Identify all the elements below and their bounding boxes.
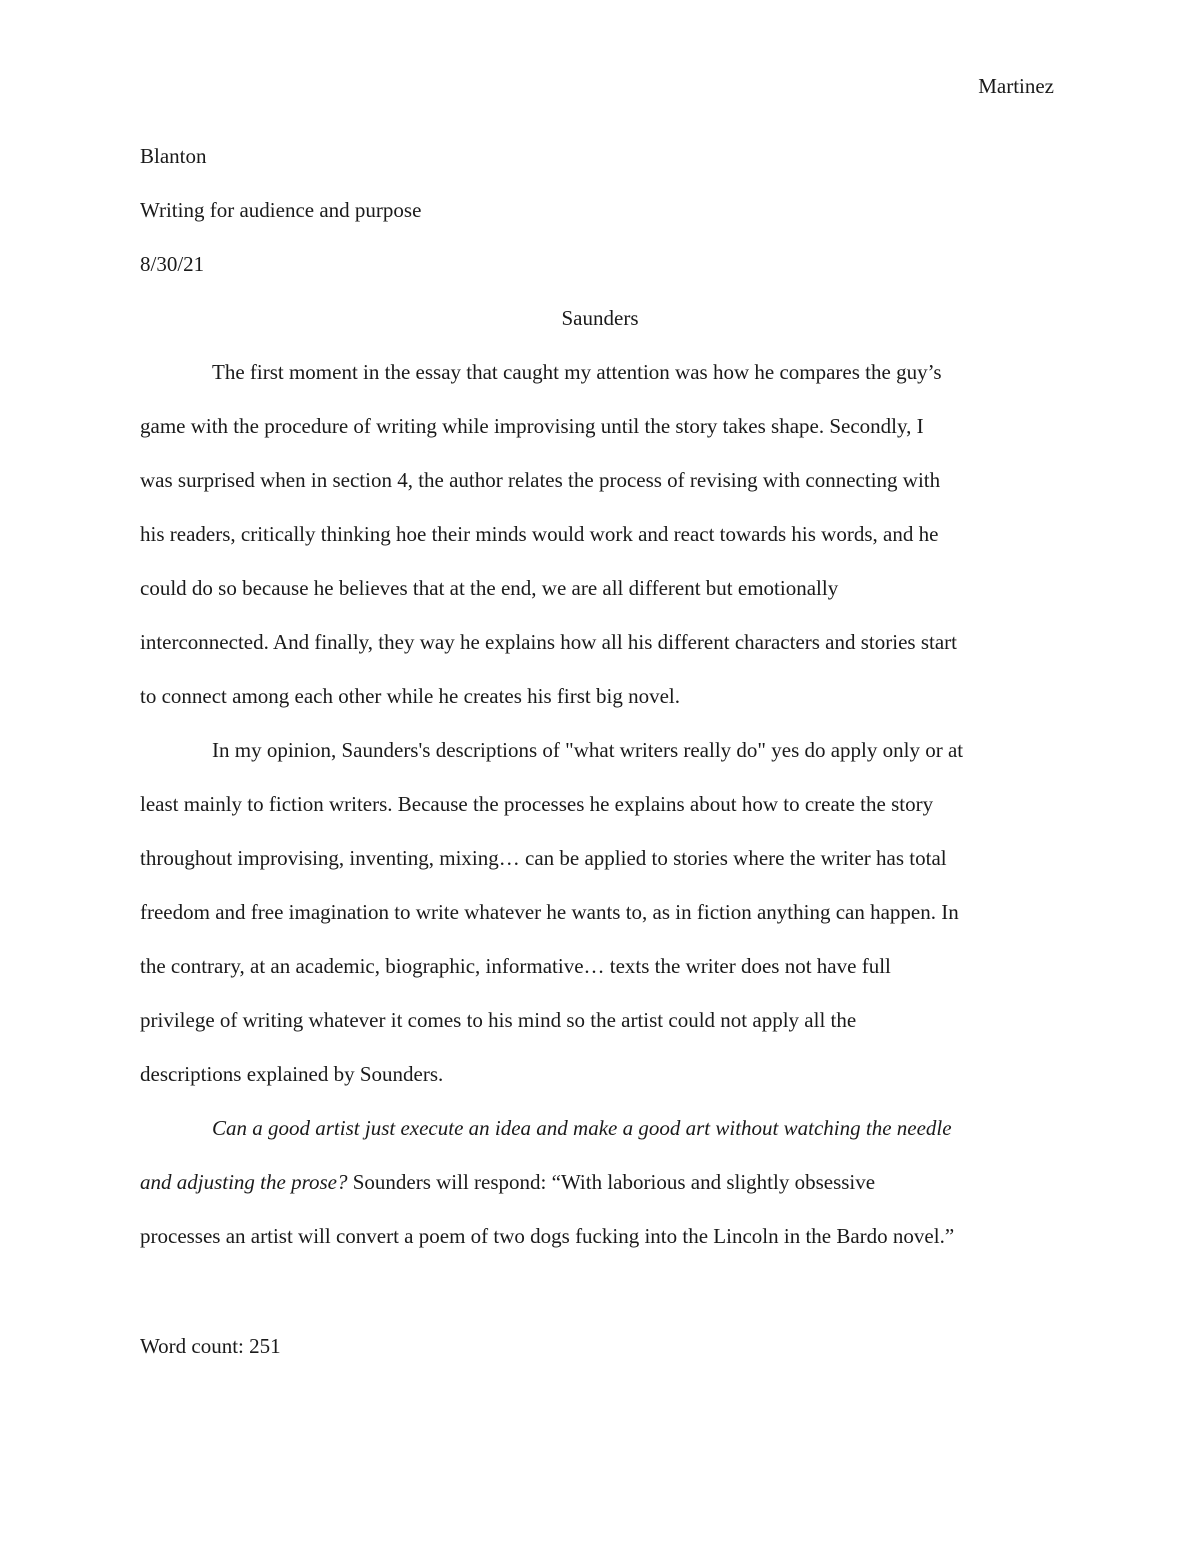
paragraph-line: freedom and free imagination to write whatever he wants to, as in fiction anything can happen. In: [140, 900, 959, 924]
paragraph-2: [140, 723, 1060, 1101]
paragraph-line: his readers, critically thinking hoe their minds would work and react towards his words, and he: [140, 522, 939, 546]
paragraph-line: In my opinion, Saunders's descriptions of "what writers really do" yes do apply only or at: [212, 738, 964, 762]
essay-date: 8/30/21: [140, 252, 205, 276]
paragraph-line: interconnected. And finally, they way he explains how all his different characters and stories start: [140, 630, 957, 654]
course-name: Writing for audience and purpose: [140, 198, 422, 222]
italic-question-part-2: and adjusting the prose?: [140, 1170, 348, 1194]
paragraph-line: could do so because he believes that at the end, we are all different but emotionally: [140, 576, 839, 600]
instructor-name: Blanton: [140, 144, 207, 168]
paragraph-line: [140, 1101, 1060, 1155]
paragraph-line: processes an artist will convert a poem of two dogs fucking into the Lincoln in the Bardo novel.”: [140, 1224, 955, 1248]
word-count: Word count: 251: [140, 1334, 281, 1358]
paragraph-line: was surprised when in section 4, the author relates the process of revising with connecting with: [140, 468, 941, 492]
paragraph-line: the contrary, at an academic, biographic, informative… texts the writer does not have full: [140, 954, 891, 978]
paragraph-line: to connect among each other while he creates his first big novel.: [140, 684, 680, 708]
paragraph-line: privilege of writing whatever it comes to his mind so the artist could not apply all the: [140, 1008, 857, 1032]
paragraph-line: descriptions explained by Sounders.: [140, 1062, 444, 1086]
essay-title: Saunders: [561, 306, 639, 330]
paragraph-line: [140, 1155, 1060, 1209]
italic-question-part-1: Can a good artist just execute an idea and make a good art without watching the needle: [212, 1116, 952, 1140]
paragraph-1: [140, 345, 1060, 723]
quote-intro: Sounders will respond: “With laborious and slightly obsessive: [347, 1170, 876, 1194]
paragraph-line: least mainly to fiction writers. Because the processes he explains about how to create the story: [140, 792, 934, 816]
paragraph-3: [140, 1101, 1060, 1263]
paragraph-line: game with the procedure of writing while improvising until the story takes shape. Secondly, I: [140, 414, 924, 438]
paragraph-line: throughout improvising, inventing, mixing… can be applied to stories where the writer has total: [140, 846, 947, 870]
paragraph-line: The first moment in the essay that caught my attention was how he compares the guy’s: [212, 360, 942, 384]
header-author-name: Martinez: [978, 74, 1054, 98]
